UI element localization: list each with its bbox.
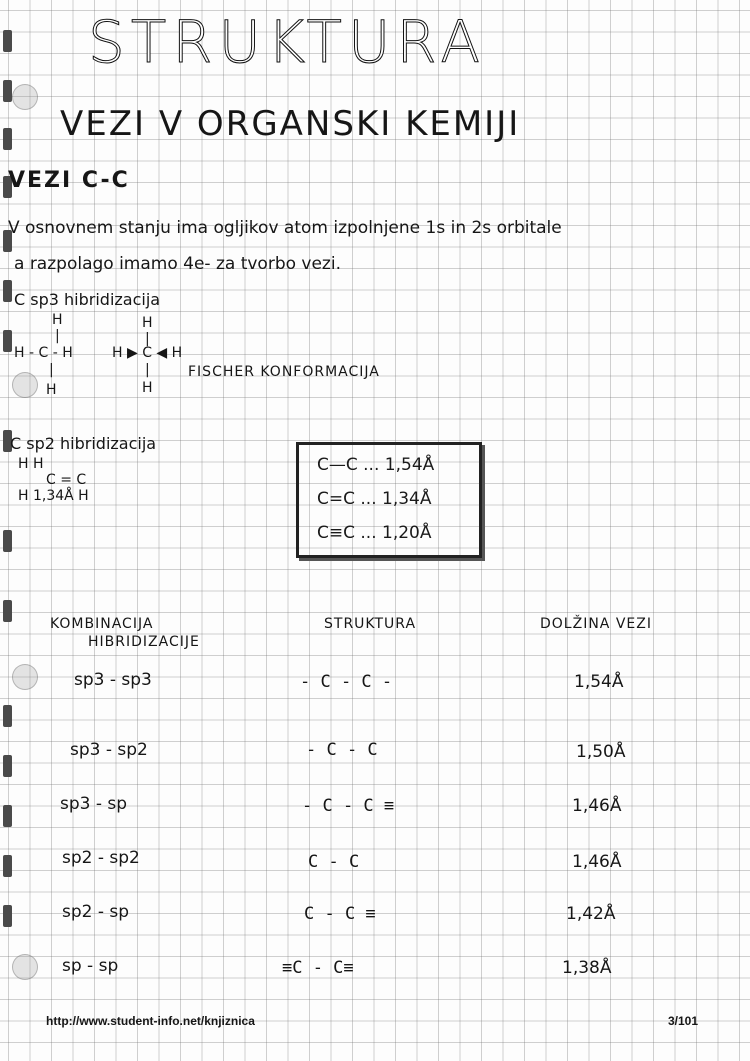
box-row: C=C ... 1,34Å [317,489,432,509]
row-combo: sp3 - sp [60,794,128,814]
sp2-heading: C sp2 hibridizacija [10,434,157,453]
sp3-struct2-bond2: | [145,362,150,378]
row-length: 1,46Å [572,852,622,872]
binder-mark [3,80,12,102]
bond-length-box [296,442,482,558]
row-length: 1,38Å [562,958,612,978]
sp3-struct1-bond: | [55,328,60,344]
row-structure: - C - C [306,740,378,760]
row-structure: C - C ≡ [304,904,376,924]
binder-mark [3,805,12,827]
sp3-struct1-bond2: | [49,362,54,378]
punch-hole [12,372,38,398]
box-bond: C≡C [317,523,355,543]
row-structure: C - C [308,852,360,872]
binder-mark [3,755,12,777]
row-structure: - C - C - [300,672,393,692]
sp3-heading: C sp3 hibridizacija [14,290,161,309]
box-row: C—C ... 1,54Å [317,455,435,475]
sp3-struct1-mid: H - C - H [14,345,73,361]
row-combo: sp2 - sp [62,902,130,922]
footer-url-link[interactable]: http://www.student-info.net/knjiznica [46,1014,255,1028]
header-length: DOLŽINA VEZI [540,616,652,632]
sp2-struct-bottom: H 1,34Å H [18,488,89,504]
binder-mark [3,330,12,352]
header-structure: STRUKTURA [324,616,417,632]
intro-line-1: V osnovnem stanju ima ogljikov atom izpolnjene 1s in 2s orbitale [8,218,562,238]
row-length: 1,54Å [574,672,624,692]
box-length: 1,34Å [382,489,432,509]
row-combo: sp3 - sp3 [74,670,152,690]
box-bond: C=C [317,489,355,509]
row-length: 1,46Å [572,796,622,816]
sp3-struct1-top: H [52,312,63,328]
punch-hole [12,954,38,980]
row-combo: sp - sp [62,956,119,976]
box-bond: C—C [317,455,358,475]
row-structure: - C - C ≡ [302,796,395,816]
box-row: C≡C ... 1,20Å [317,523,432,543]
binder-mark [3,600,12,622]
row-length: 1,42Å [566,904,616,924]
page-title: STRUKTURA [88,8,487,76]
punch-hole [12,84,38,110]
punch-hole [12,664,38,690]
binder-mark [3,530,12,552]
sp3-struct2-top: H [142,315,153,331]
fischer-note: FISCHER KONFORMACIJA [188,364,380,380]
sp3-struct1-bottom: H [46,382,57,398]
binder-mark [3,280,12,302]
page-subtitle: VEZI V ORGANSKI KEMIJI [60,104,521,144]
page-number: 3/101 [668,1014,699,1028]
sp3-struct2-mid: H ▶ C ◀ H [112,345,183,361]
sp3-struct2-bottom: H [142,380,153,396]
row-structure: ≡C - C≡ [282,958,354,978]
binder-mark [3,30,12,52]
header-combination: KOMBINACIJA [50,616,154,632]
binder-mark [3,855,12,877]
row-combo: sp3 - sp2 [70,740,148,760]
box-length: 1,20Å [382,523,432,543]
box-length: 1,54Å [384,455,435,475]
binder-mark [3,128,12,150]
row-length: 1,50Å [576,742,626,762]
header-hybridization: HIBRIDIZACIJE [88,634,200,650]
intro-line-2: a razpolago imamo 4e- za tvorbo vezi. [14,254,341,274]
binder-mark [3,905,12,927]
sp2-struct-mid: C = C [46,472,87,488]
row-combo: sp2 - sp2 [62,848,140,868]
section-heading: VEZI C-C [8,168,130,193]
binder-mark [3,705,12,727]
sp2-struct-top: H H [18,456,44,472]
sp3-struct2-bond: | [145,331,150,347]
